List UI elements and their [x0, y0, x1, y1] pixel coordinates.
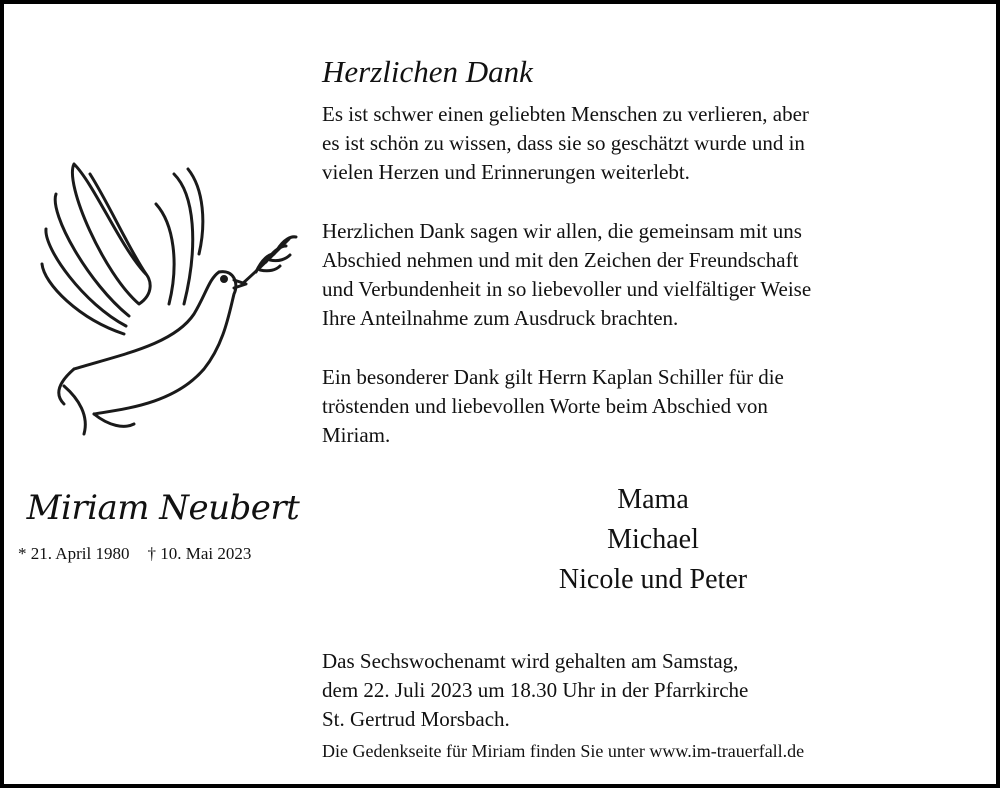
- life-dates: [18, 544, 308, 564]
- obituary-card: [4, 4, 996, 784]
- thanks-heading: Herzlichen Dank: [322, 54, 533, 89]
- family-member: Mama: [617, 484, 689, 515]
- family-member: Nicole und Peter: [558, 564, 748, 595]
- deceased-name: Miriam Neubert: [26, 488, 300, 528]
- family-member: Michael: [607, 524, 699, 555]
- dove-with-olive-branch-icon: [34, 154, 304, 444]
- thanks-paragraph-2: Herzlichen Dank sagen wir allen, die gemeinsam mit uns Abschied nehmen und mit den Zeichen der Freundschaft und Verbundenheit in so liebevoller und vielfältiger Weise Ihre Anteilnahme zum Ausdruck brachten.: [322, 219, 812, 330]
- memorial-page-note: Die Gedenkseite für Miriam finden Sie unter www.im-trauerfall.de: [322, 741, 805, 761]
- thanks-paragraph-1: Es ist schwer einen geliebten Menschen zu verlieren, aber es ist schön zu wissen, dass sie so geschätzt wurde und in vielen Herzen und Erinnerungen weiterlebt.: [322, 102, 809, 184]
- family-signature: [322, 480, 984, 600]
- service-announcement: Das Sechswochenamt wird gehalten am Samstag, dem 22. Juli 2023 um 18.30 Uhr in der Pfarrkirche St. Gertrud Morsbach.: [322, 649, 749, 731]
- birth-date: * 21. April 1980: [18, 544, 130, 563]
- death-date: † 10. Mai 2023: [147, 544, 252, 563]
- thanks-paragraph-3: Ein besonderer Dank gilt Herrn Kaplan Schiller für die tröstenden und liebevollen Worte beim Abschied von Miriam.: [322, 365, 784, 447]
